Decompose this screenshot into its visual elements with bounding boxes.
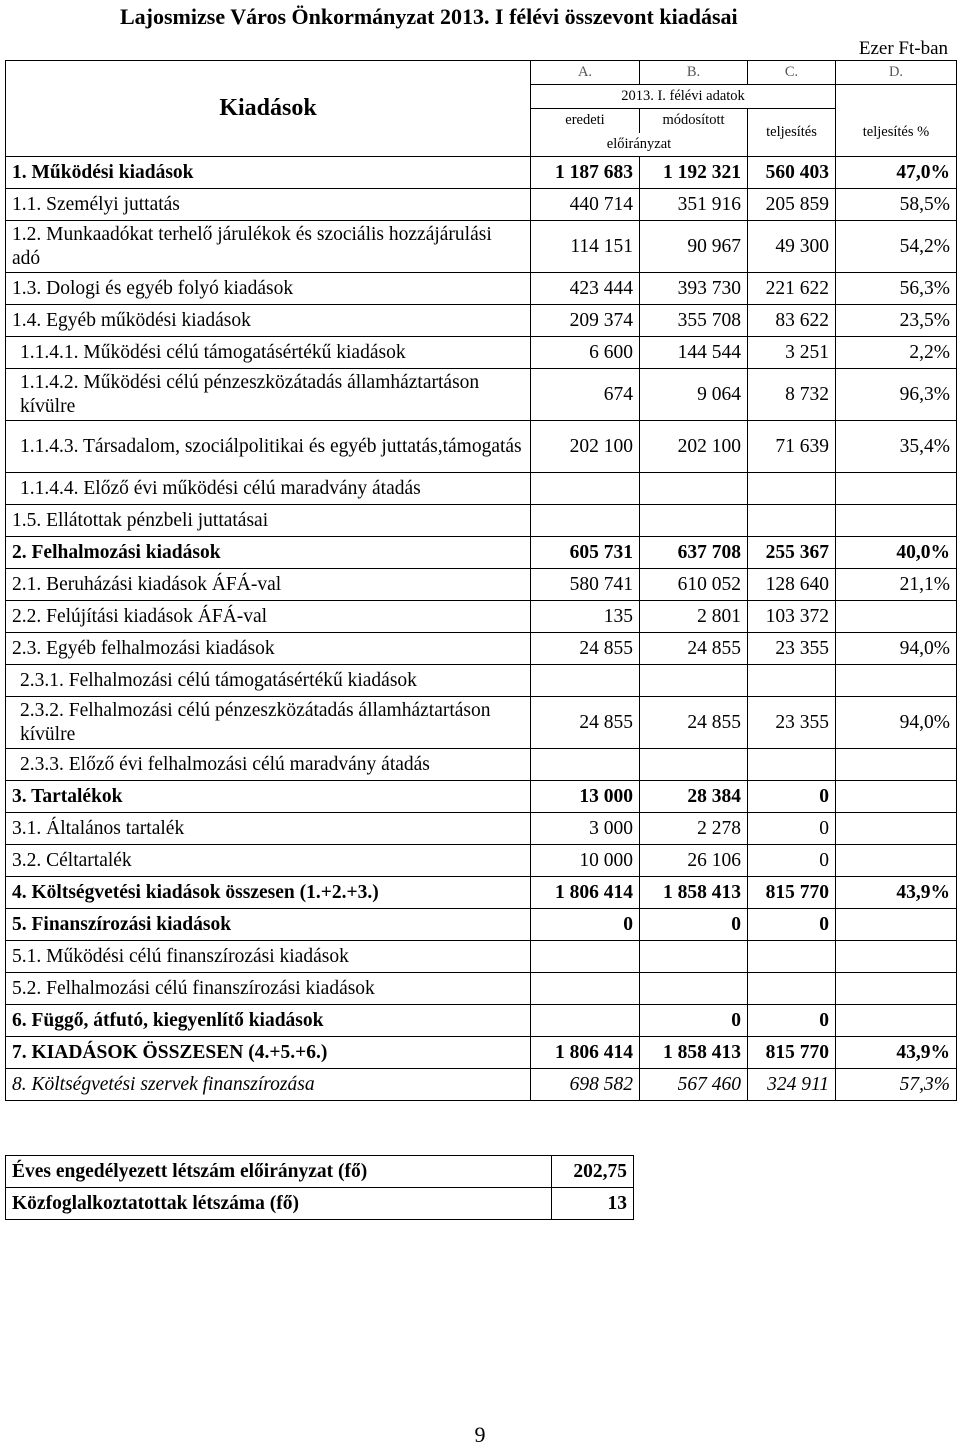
cell-b: 90 967 [640,221,748,273]
cell-a [531,1005,640,1037]
cell-c: 0 [748,909,836,941]
cell-d [836,749,957,781]
cell-c [748,473,836,505]
row-label: 8. Költségvetési szervek finanszírozása [6,1069,531,1101]
cell-d [836,1005,957,1037]
cell-a: 698 582 [531,1069,640,1101]
table-row [6,157,957,189]
cell-a [531,749,640,781]
cell-d: 2,2% [836,337,957,369]
row-label: 1.2. Munkaadókat terhelő járulékok és szociális hozzájárulási adó [6,221,531,273]
cell-a: 1 806 414 [531,1037,640,1069]
cell-b: 144 544 [640,337,748,369]
cell-d [836,973,957,1005]
header-teljesites-pct: teljesítés % [836,109,957,157]
cell-b: 351 916 [640,189,748,221]
table-row [6,633,957,665]
expenditure-table [5,60,957,1101]
cell-b: 2 278 [640,813,748,845]
headcount-table [5,1155,634,1220]
row-label: 4. Költségvetési kiadások összesen (1.+2.+3.) [6,877,531,909]
table-row [6,1005,957,1037]
cell-d: 47,0% [836,157,957,189]
unit-label: Ezer Ft-ban [858,38,948,59]
cell-c [748,665,836,697]
cell-c [748,973,836,1005]
cell-a: 3 000 [531,813,640,845]
table-row [6,909,957,941]
cell-a [531,973,640,1005]
header-modositott: módosított [640,109,748,133]
table-row [6,473,957,505]
cell-d: 23,5% [836,305,957,337]
cell-b: 1 858 413 [640,877,748,909]
cell-a [531,941,640,973]
table-row [6,877,957,909]
cell-d: 40,0% [836,537,957,569]
header-period: 2013. I. félévi adatok [531,85,836,109]
cell-a [531,665,640,697]
cell-d: 43,9% [836,1037,957,1069]
cell-b: 2 801 [640,601,748,633]
col-letter-c: C. [748,61,836,85]
cell-b: 1 858 413 [640,1037,748,1069]
cell-c: 83 622 [748,305,836,337]
public-workers-value: 13 [552,1188,634,1220]
cell-c: 71 639 [748,421,836,473]
cell-a: 13 000 [531,781,640,813]
col-letter-b: B. [640,61,748,85]
cell-c: 0 [748,845,836,877]
cell-b: 0 [640,1005,748,1037]
table-row [6,305,957,337]
row-label: 2.1. Beruházási kiadások ÁFÁ-val [6,569,531,601]
cell-b [640,973,748,1005]
headcount-label: Éves engedélyezett létszám előirányzat (fő) [6,1156,552,1188]
table-row [6,221,957,273]
row-label: 5. Finanszírozási kiadások [6,909,531,941]
cell-d: 43,9% [836,877,957,909]
cell-b [640,749,748,781]
row-label: 7. KIADÁSOK ÖSSZESEN (4.+5.+6.) [6,1037,531,1069]
cell-d [836,473,957,505]
cell-c: 324 911 [748,1069,836,1101]
col-letter-a: A. [531,61,640,85]
cell-a: 10 000 [531,845,640,877]
row-label: 2.3.3. Előző évi felhalmozási célú maradvány átadás [6,749,531,781]
cell-b: 28 384 [640,781,748,813]
cell-b: 24 855 [640,633,748,665]
cell-a: 674 [531,369,640,421]
cell-b: 355 708 [640,305,748,337]
row-label: 1.1. Személyi juttatás [6,189,531,221]
cell-c: 205 859 [748,189,836,221]
cell-a: 423 444 [531,273,640,305]
cell-c: 0 [748,781,836,813]
cell-c: 221 622 [748,273,836,305]
cell-a: 202 100 [531,421,640,473]
cell-c: 23 355 [748,697,836,749]
row-label: 5.2. Felhalmozási célú finanszírozási kiadások [6,973,531,1005]
cell-c: 128 640 [748,569,836,601]
cell-a: 0 [531,909,640,941]
cell-c: 3 251 [748,337,836,369]
cell-d [836,505,957,537]
public-workers-label: Közfoglalkoztatottak létszáma (fő) [6,1188,552,1220]
public-workers-row [6,1188,634,1220]
row-label: 5.1. Működési célú finanszírozási kiadások [6,941,531,973]
cell-d [836,601,957,633]
header-eredeti: eredeti [531,109,640,133]
cell-a: 605 731 [531,537,640,569]
cell-d: 54,2% [836,221,957,273]
row-label: 2.3. Egyéb felhalmozási kiadások [6,633,531,665]
cell-a: 1 187 683 [531,157,640,189]
row-label: 1.3. Dologi és egyéb folyó kiadások [6,273,531,305]
cell-d: 56,3% [836,273,957,305]
cell-a: 6 600 [531,337,640,369]
page-number: 9 [474,1422,486,1447]
cell-c: 0 [748,1005,836,1037]
table-row [6,337,957,369]
table-row [6,1037,957,1069]
row-label: 1. Működési kiadások [6,157,531,189]
cell-b [640,665,748,697]
cell-d [836,665,957,697]
table-row [6,537,957,569]
header-teljesites: teljesítés [748,109,836,157]
cell-b [640,505,748,537]
cell-a: 1 806 414 [531,877,640,909]
row-label: 1.5. Ellátottak pénzbeli juttatásai [6,505,531,537]
cell-a [531,505,640,537]
table-row [6,941,957,973]
cell-d [836,909,957,941]
cell-c: 255 367 [748,537,836,569]
cell-c: 560 403 [748,157,836,189]
headcount-value: 202,75 [552,1156,634,1188]
table-row [6,749,957,781]
table-row [6,845,957,877]
cell-b: 26 106 [640,845,748,877]
cell-b: 393 730 [640,273,748,305]
table-row [6,273,957,305]
table-row [6,189,957,221]
table-row [6,813,957,845]
row-label: 2. Felhalmozási kiadások [6,537,531,569]
headcount-row [6,1156,634,1188]
cell-d: 96,3% [836,369,957,421]
table-row [6,421,957,473]
cell-b: 9 064 [640,369,748,421]
cell-a: 114 151 [531,221,640,273]
table-row [6,569,957,601]
cell-d: 35,4% [836,421,957,473]
cell-b [640,941,748,973]
row-label: 6. Függő, átfutó, kiegyenlítő kiadások [6,1005,531,1037]
header-kiadasok: Kiadások [6,61,531,157]
cell-c: 23 355 [748,633,836,665]
row-label: 1.1.4.2. Működési célú pénzeszközátadás államháztartáson kívülre [6,369,531,421]
cell-c: 103 372 [748,601,836,633]
cell-d: 94,0% [836,697,957,749]
cell-b: 202 100 [640,421,748,473]
table-row [6,505,957,537]
cell-d: 58,5% [836,189,957,221]
cell-a [531,473,640,505]
table-row [6,697,957,749]
cell-d: 94,0% [836,633,957,665]
cell-a: 24 855 [531,633,640,665]
header-eloiranyzat: előirányzat [531,133,748,157]
cell-b: 1 192 321 [640,157,748,189]
cell-a: 580 741 [531,569,640,601]
row-label: 1.1.4.4. Előző évi működési célú maradvány átadás [6,473,531,505]
cell-a: 24 855 [531,697,640,749]
cell-c [748,749,836,781]
cell-d: 57,3% [836,1069,957,1101]
row-label: 1.1.4.1. Működési célú támogatásértékű kiadások [6,337,531,369]
cell-c: 815 770 [748,1037,836,1069]
cell-d: 21,1% [836,569,957,601]
cell-b: 0 [640,909,748,941]
cell-a: 135 [531,601,640,633]
col-letter-d: D. [836,61,957,85]
row-label: 1.1.4.3. Társadalom, szociálpolitikai és egyéb juttatás,támogatás [6,421,531,473]
cell-b [640,473,748,505]
table-row [6,1069,957,1101]
row-label: 1.4. Egyéb működési kiadások [6,305,531,337]
cell-b: 567 460 [640,1069,748,1101]
table-row [6,601,957,633]
cell-b: 24 855 [640,697,748,749]
cell-c: 815 770 [748,877,836,909]
cell-c: 49 300 [748,221,836,273]
cell-d [836,845,957,877]
row-label: 2.3.1. Felhalmozási célú támogatásértékű kiadások [6,665,531,697]
cell-d [836,813,957,845]
cell-d [836,781,957,813]
table-row [6,369,957,421]
cell-d [836,941,957,973]
cell-c [748,941,836,973]
row-label: 3. Tartalékok [6,781,531,813]
cell-c: 8 732 [748,369,836,421]
row-label: 3.2. Céltartalék [6,845,531,877]
row-label: 2.2. Felújítási kiadások ÁFÁ-val [6,601,531,633]
cell-c [748,505,836,537]
table-row [6,973,957,1005]
cell-c: 0 [748,813,836,845]
cell-a: 440 714 [531,189,640,221]
row-label: 2.3.2. Felhalmozási célú pénzeszközátadás államháztartáson kívülre [6,697,531,749]
cell-b: 637 708 [640,537,748,569]
table-row [6,781,957,813]
cell-a: 209 374 [531,305,640,337]
table-row [6,665,957,697]
cell-b: 610 052 [640,569,748,601]
row-label: 3.1. Általános tartalék [6,813,531,845]
